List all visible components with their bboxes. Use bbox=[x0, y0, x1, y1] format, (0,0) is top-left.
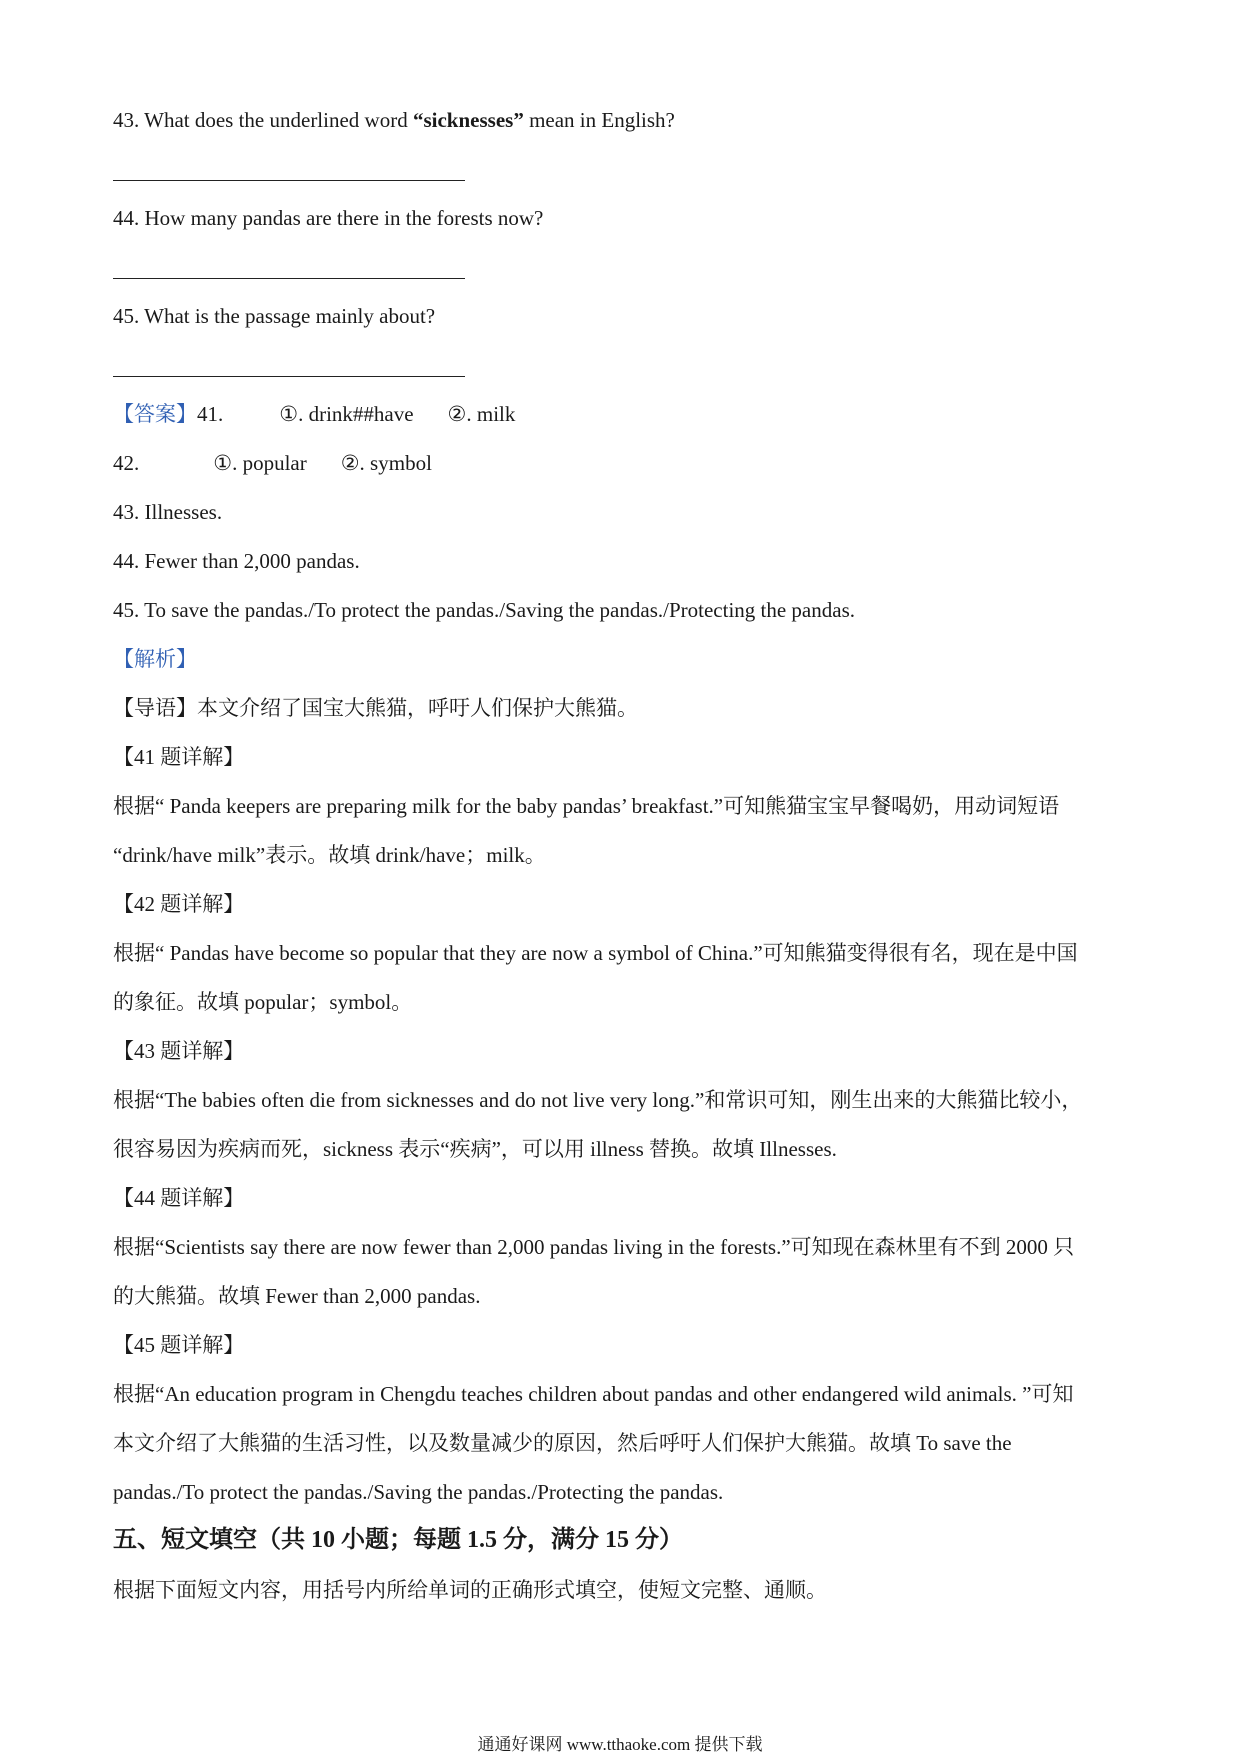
detail-41-line-1: 根据“ Panda keepers are preparing milk for the baby pandas’ breakfast.”可知熊猫宝宝早餐喝奶，用动词短语 bbox=[113, 794, 1060, 818]
section-instruction: 根据下面短文内容，用括号内所给单词的正确形式填空，使短文完整、通顺。 bbox=[113, 1578, 827, 1602]
detail-42-line-1: 根据“ Pandas have become so popular that they are now a symbol of China.”可知熊猫变得很有名，现在是中国 bbox=[113, 941, 1078, 965]
answer-43: 43. Illnesses. bbox=[113, 500, 223, 524]
answer-41-a: ①. drink##have bbox=[279, 402, 414, 426]
question-45: 45. What is the passage mainly about? bbox=[113, 304, 436, 328]
detail-heading-42: 【42 题详解】 bbox=[113, 892, 245, 916]
answer-tag: 【答案】 bbox=[113, 402, 197, 426]
answer-42-b: ②. symbol bbox=[340, 451, 432, 475]
question-43-text-end: mean in English? bbox=[523, 108, 675, 132]
page-footer: 通通好课网 www.tthaoke.com 提供下载 bbox=[477, 1735, 763, 1754]
detail-41-line-2: “drink/have milk”表示。故填 drink/have；milk。 bbox=[113, 843, 546, 867]
analysis-tag: 【解析】 bbox=[113, 647, 197, 671]
answer-42-num: 42. bbox=[113, 451, 140, 475]
detail-44-line-2: 的大熊猫。故填 Fewer than 2,000 pandas. bbox=[113, 1284, 481, 1308]
answer-blank-44 bbox=[113, 278, 465, 279]
detail-heading-45: 【45 题详解】 bbox=[113, 1333, 245, 1357]
detail-43-line-2: 很容易因为疾病而死，sickness 表示“疾病”，可以用 illness 替换。故填 Illnesses. bbox=[113, 1137, 837, 1161]
detail-45-line-1: 根据“An education program in Chengdu teaches children about pandas and other endangered wild animals. ”可知 bbox=[113, 1382, 1074, 1406]
answer-41 bbox=[113, 400, 515, 428]
section-heading: 五、短文填空（共 10 小题；每题 1.5 分，满分 15 分） bbox=[113, 1527, 683, 1553]
answer-42 bbox=[113, 449, 432, 477]
detail-heading-44: 【44 题详解】 bbox=[113, 1186, 245, 1210]
underlined-word: “sicknesses” bbox=[412, 108, 524, 132]
answer-blank-43 bbox=[113, 180, 465, 181]
detail-44-line-1: 根据“Scientists say there are now fewer than 2,000 pandas living in the forests.”可知现在森林里有不到 2000 只 bbox=[113, 1235, 1075, 1259]
detail-heading-41: 【41 题详解】 bbox=[113, 745, 245, 769]
detail-43-line-1: 根据“The babies often die from sicknesses and do not live very long.”和常识可知，刚生出来的大熊猫比较小， bbox=[113, 1088, 1083, 1112]
question-44: 44. How many pandas are there in the forests now? bbox=[113, 206, 544, 230]
answer-41-num: 41. bbox=[197, 402, 224, 426]
answer-42-a: ①. popular bbox=[213, 451, 307, 475]
detail-heading-43: 【43 题详解】 bbox=[113, 1039, 245, 1063]
detail-45-line-3: pandas./To protect the pandas./Saving the pandas./Protecting the pandas. bbox=[113, 1480, 724, 1504]
analysis-intro: 【导语】本文介绍了国宝大熊猫，呼吁人们保护大熊猫。 bbox=[113, 696, 638, 720]
answer-44: 44. Fewer than 2,000 pandas. bbox=[113, 549, 360, 573]
question-43-text: 43. What does the underlined word bbox=[113, 108, 413, 132]
answer-45: 45. To save the pandas./To protect the pandas./Saving the pandas./Protecting the pandas. bbox=[113, 598, 855, 622]
question-43 bbox=[113, 106, 675, 134]
detail-45-line-2: 本文介绍了大熊猫的生活习性，以及数量减少的原因，然后呼吁人们保护大熊猫。故填 To save the bbox=[113, 1431, 1012, 1455]
answer-blank-45 bbox=[113, 376, 465, 377]
answer-41-b: ②. milk bbox=[447, 402, 516, 426]
detail-42-line-2: 的象征。故填 popular；symbol。 bbox=[113, 990, 413, 1014]
